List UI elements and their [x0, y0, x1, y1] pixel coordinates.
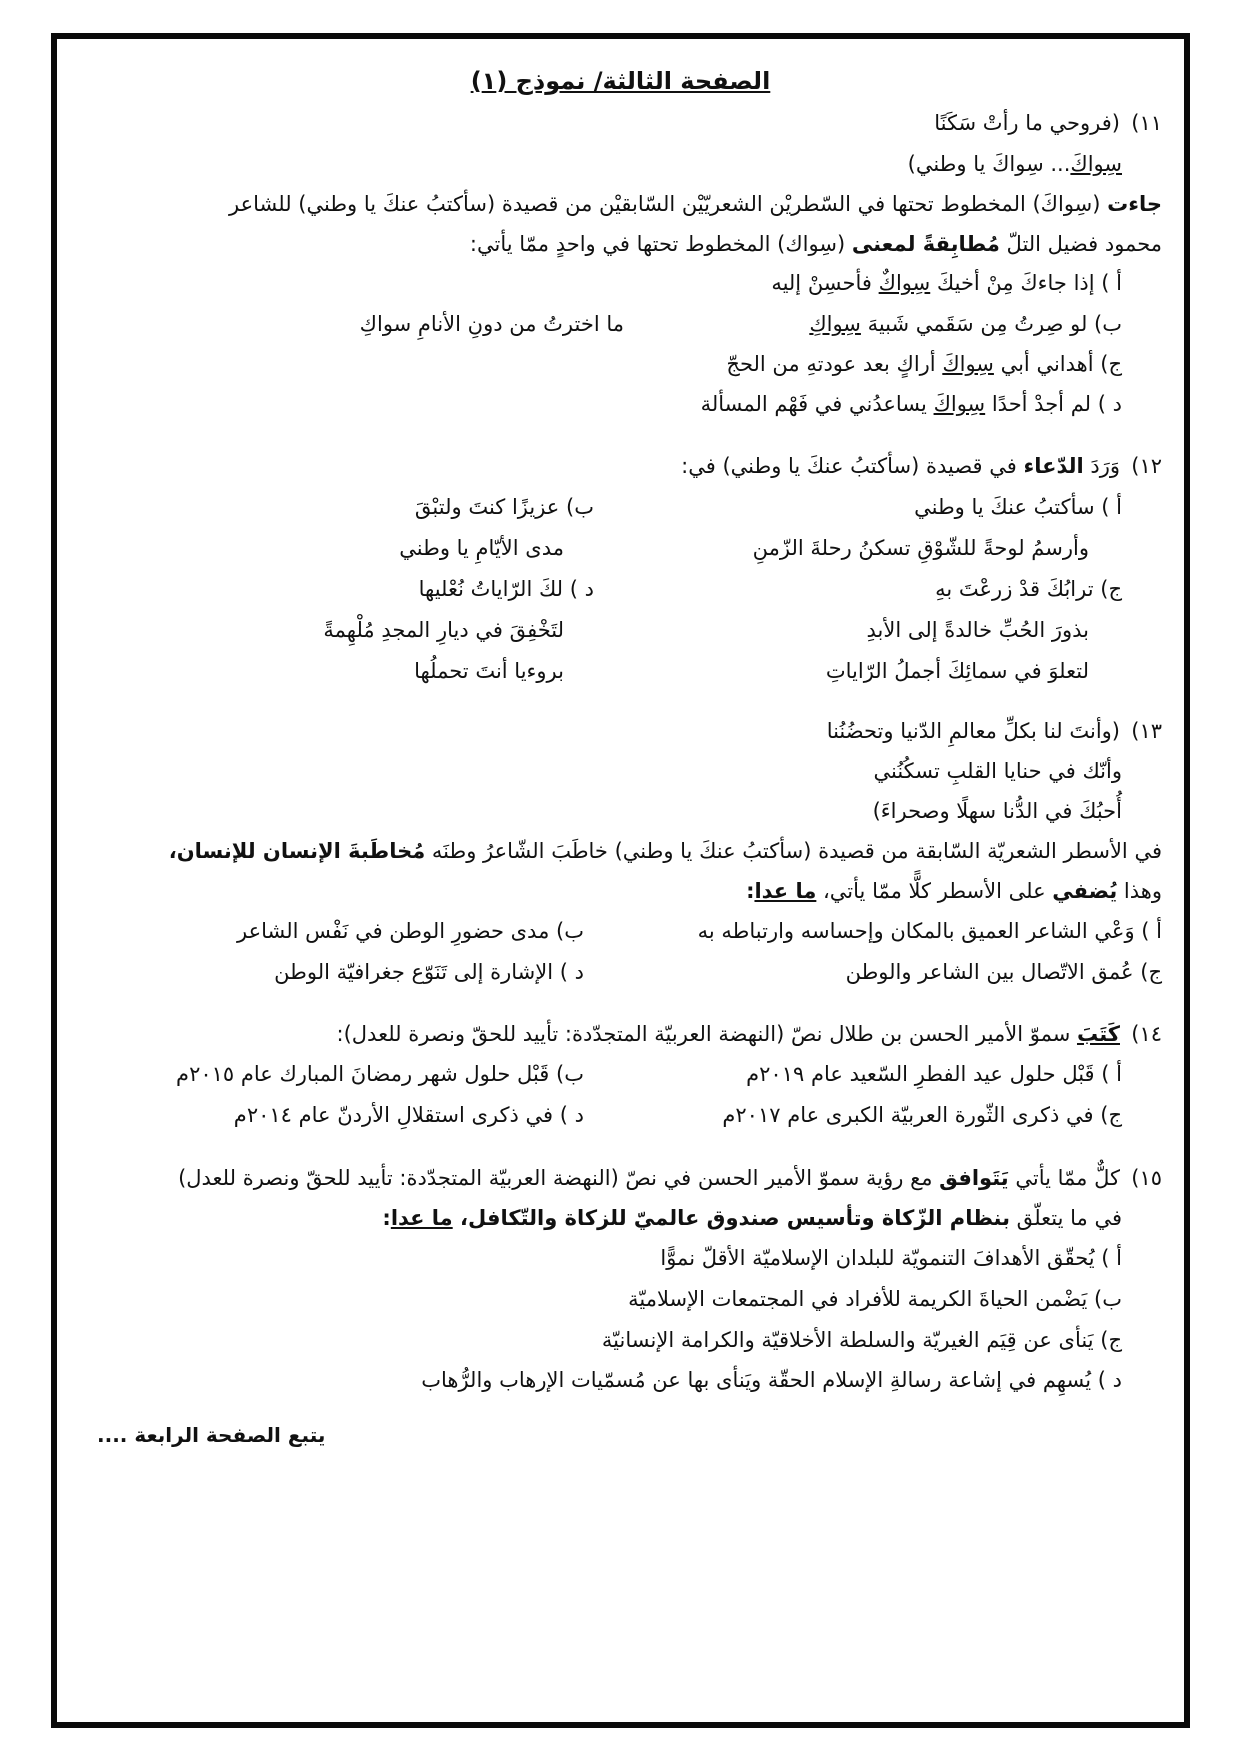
option-label: ج)	[1140, 960, 1162, 984]
q12-option-d-line-3: بروءيا أنتَ تحملُها	[414, 659, 564, 683]
q14-option-b[interactable]	[176, 1059, 584, 1089]
option-text: أهداني أبي	[993, 352, 1094, 376]
q13-stem-2	[57, 876, 1184, 906]
option-label: ب)	[1094, 312, 1122, 336]
option-label: أ )	[1101, 1246, 1122, 1270]
continue-footer: يتبع الصفحة الرابعة ....	[97, 1423, 326, 1447]
except-label: ما عدا	[754, 879, 817, 903]
q13-options-row-2	[57, 957, 1184, 987]
option-text: ترابُكَ قدْ زرعْتَ بهِ	[935, 577, 1094, 601]
q12-option-d-line-1[interactable]	[419, 574, 594, 604]
option-text: يَنأى عن قِيَم الغيريّة والسلطة الأخلاقيّة والكرامة الإنسانيّة	[601, 1328, 1094, 1352]
q11-verse-2	[57, 149, 1184, 179]
option-label: ب)	[556, 1062, 584, 1086]
option-text: مدى حضورِ الوطن في نَفْس الشاعر	[237, 919, 550, 943]
q12-option-c-line-1[interactable]	[57, 574, 1184, 604]
verse-text: (فروحي ما رأتْ سَكَنًا	[934, 111, 1120, 135]
stem-text: محمود فضيل التلّ	[999, 232, 1162, 256]
stem-text: (سِواك) المخطوط تحتها في واحدٍ ممّا يأتي:	[469, 232, 852, 256]
q14-option-a[interactable]	[746, 1062, 1122, 1086]
option-second-hemistich: ما اخترتُ من دونِ الأنامِ سواكِ	[359, 312, 624, 336]
underlined-word: سِواكٌ	[878, 271, 931, 295]
q15-option-a[interactable]	[57, 1243, 1184, 1273]
q11-option-b[interactable]	[57, 309, 1184, 339]
q13-option-b[interactable]	[237, 916, 584, 946]
q13-option-c[interactable]	[846, 960, 1162, 984]
q12-option-a-line-2	[57, 533, 1184, 563]
underlined-word: سِواكِ	[809, 312, 861, 336]
option-text: لو صِرتُ مِن سَقَمي شَبيهَ	[860, 312, 1088, 336]
stem-bold: كَتَبَ	[1076, 1022, 1120, 1046]
option-text: قَبْل حلول عيد الفطرِ السّعيد عام ٢٠١٩م	[746, 1062, 1095, 1086]
stem-bold: جاءت	[1107, 192, 1162, 216]
question-number: ١٤)	[1131, 1022, 1162, 1046]
option-label: ب)	[566, 495, 594, 519]
option-text: وَعْي الشاعر العميق بالمكان وإحساسه وارتباطه به	[697, 919, 1135, 943]
underlined-word: سِواكَ	[942, 352, 994, 376]
option-text: وأرسمُ لوحةً للشّوْقِ تسكنُ رحلةَ الزّمنِ	[752, 536, 1089, 560]
q15-option-d[interactable]	[57, 1365, 1184, 1395]
q15-stem-1	[57, 1163, 1184, 1193]
option-label: د )	[1097, 392, 1122, 416]
q13-option-d[interactable]	[274, 957, 584, 987]
option-text: عزيزًا كنتَ ولتبْقَ	[414, 495, 560, 519]
q12-option-c-line-3	[57, 656, 1184, 686]
stem-text: مع رؤية سموّ الأمير الحسن في نصّ (النهضة العربيّة المتجدّدة: تأييد للحقّ ونصرة للعدل)	[178, 1166, 940, 1190]
stem-text: على الأسطر كلًّا ممّا يأتي،	[816, 879, 1053, 903]
option-label: د )	[569, 577, 594, 601]
colon: :	[382, 1206, 391, 1230]
option-text: قَبْل حلول شهر رمضانَ المبارك عام ٢٠١٥م	[176, 1062, 550, 1086]
option-label: ب)	[556, 919, 584, 943]
option-label: د )	[559, 1103, 584, 1127]
option-label: ج)	[1100, 1328, 1122, 1352]
stem-text: وَرَدَ	[1083, 454, 1120, 478]
option-text: سأكتبُ عنكَ يا وطني	[914, 495, 1095, 519]
option-text: يساعدُني في فَهْم المسألة	[700, 392, 934, 416]
stem-text: في ما يتعلّق	[1010, 1206, 1122, 1230]
stem-bold: بنظام الزّكاة وتأسيس صندوق عالميّ للزكاة والتّكافل،	[452, 1206, 1010, 1230]
stem-bold: الدّعاء	[1023, 454, 1084, 478]
q13-options-row-1	[57, 916, 1184, 946]
option-text: فأحسِنْ إليه	[771, 271, 879, 295]
q14-stem	[57, 1019, 1184, 1049]
option-text: لتعلوَ في سمائِكَ أجملُ الرّاياتِ	[825, 659, 1089, 683]
stem-bold: يَتَوافق	[939, 1166, 1009, 1190]
option-text: بذورَ الحُبِّ خالدةً إلى الأبدِ	[866, 618, 1089, 642]
option-label: أ )	[1101, 1062, 1122, 1086]
question-number: ١٢)	[1131, 454, 1162, 478]
q12-option-a-line-1[interactable]	[57, 492, 1184, 522]
question-number: ١٣)	[1131, 719, 1162, 743]
stem-bold: مُخاطَبةَ الإنسان للإنسان،	[168, 839, 426, 863]
q11-option-c[interactable]	[57, 349, 1184, 379]
except-label: ما عدا	[390, 1206, 453, 1230]
q11-option-a[interactable]	[57, 268, 1184, 298]
stem-bold: مُطابِقةً لمعنى	[851, 232, 1000, 256]
option-text: أراكٍ بعد عودتهِ من الحجّ	[726, 352, 943, 376]
option-text: في ذكرى استقلالِ الأردنّ عام ٢٠١٤م	[233, 1103, 554, 1127]
q11-option-d[interactable]	[57, 389, 1184, 419]
q11-stem-1	[57, 189, 1184, 219]
stem-bold: يُضفي	[1052, 879, 1118, 903]
q14-option-c[interactable]	[722, 1103, 1122, 1127]
colon: :	[746, 879, 755, 903]
q15-option-b[interactable]	[57, 1284, 1184, 1314]
q13-verse-3: أُحبُكَ في الدُّنا سهلًا وصحراءَ)	[872, 799, 1122, 823]
option-label: أ )	[1101, 271, 1122, 295]
option-text: لم أجدْ أحدًا	[985, 392, 1092, 416]
q13-option-a[interactable]	[698, 919, 1162, 943]
option-label: أ )	[1141, 919, 1162, 943]
q15-stem-2	[57, 1203, 1184, 1233]
q14-options-row-1	[57, 1059, 1184, 1089]
page-title: الصفحة الثالثة/ نموذج (١)	[470, 67, 771, 95]
q11-stem-2	[57, 229, 1184, 259]
option-label: ب)	[1094, 1287, 1122, 1311]
question-number: ١١)	[1131, 111, 1162, 135]
option-label: د )	[559, 960, 584, 984]
q15-option-c[interactable]	[57, 1325, 1184, 1355]
q14-option-d[interactable]	[234, 1100, 584, 1130]
q11-verse-1	[57, 108, 1184, 138]
q12-option-d-line-2: لتَخْفِقَ في ديارِ المجدِ مُلْهِمةً	[323, 618, 564, 642]
option-label: ج)	[1100, 577, 1122, 601]
stem-text: كلٌّ ممّا يأتي	[1008, 1166, 1120, 1190]
stem-text: سموّ الأمير الحسن بن طلال نصّ (النهضة العربيّة المتجدّدة: تأييد للحقّ ونصرة للعدل):	[336, 1022, 1077, 1046]
option-text: إذا جاءكَ مِنْ أخيكَ	[930, 271, 1095, 295]
q12-option-c-line-2	[57, 615, 1184, 645]
q12-option-b-line-1[interactable]	[415, 492, 594, 522]
q14-options-row-2	[57, 1100, 1184, 1130]
q13-verse-1	[57, 716, 1184, 746]
option-text: الإشارة إلى تَنَوّع جغرافيّة الوطن	[274, 960, 554, 984]
stem-text: (سِواكَ) المخطوط تحتها في السّطريْن الشعريّيْن السّابقيْن من قصيدة (سأكتبُ عنكَ يا وطني) للشاعر	[229, 192, 1108, 216]
option-label: ج)	[1100, 1103, 1122, 1127]
stem-text: في الأسطر الشعريّة السّابقة من قصيدة (سأكتبُ عنكَ يا وطني) خاطَبَ الشّاعرُ وطنَه	[425, 839, 1162, 863]
verse-text: ... سِواكَ يا وطني)	[907, 152, 1071, 176]
option-text: يُسهِم في إشاعة رسالةِ الإسلام الحقّة ويَنأى بها عن مُسمّيات الإرهاب والرُّهاب	[421, 1368, 1092, 1392]
option-label: أ )	[1101, 495, 1122, 519]
q12-option-b-line-2: مدى الأيّامِ يا وطني	[399, 536, 564, 560]
option-text: لكَ الرّاياتُ نُعْليها	[418, 577, 564, 601]
option-text: في ذكرى الثّورة العربيّة الكبرى عام ٢٠١٧م	[722, 1103, 1094, 1127]
q13-stem-1	[57, 836, 1184, 866]
stem-text: في قصيدة (سأكتبُ عنكَ يا وطني) في:	[681, 454, 1024, 478]
q13-verse-2: وأنّك في حنايا القلبِ تسكُنُني	[873, 759, 1122, 783]
option-text: عُمق الاتّصال بين الشاعر والوطن	[845, 960, 1134, 984]
stem-text: وهذا	[1117, 879, 1162, 903]
option-label: ج)	[1100, 352, 1122, 376]
verse-text: (وأنتَ لنا بكلِّ معالمِ الدّنيا وتحضُنُنا	[826, 719, 1120, 743]
question-number: ١٥)	[1131, 1166, 1162, 1190]
exam-page	[57, 39, 1184, 1722]
option-text: يَضْمن الحياةَ الكريمة للأفراد في المجتمعات الإسلاميّة	[628, 1287, 1088, 1311]
option-label: د )	[1097, 1368, 1122, 1392]
option-text: يُحقّق الأهدافَ التنمويّة للبلدان الإسلاميّة الأقلّ نموًّا	[660, 1246, 1095, 1270]
underlined-word: سِواكَ	[933, 392, 986, 416]
underlined-word: سِواكَ	[1070, 152, 1122, 176]
q12-stem	[57, 451, 1184, 481]
